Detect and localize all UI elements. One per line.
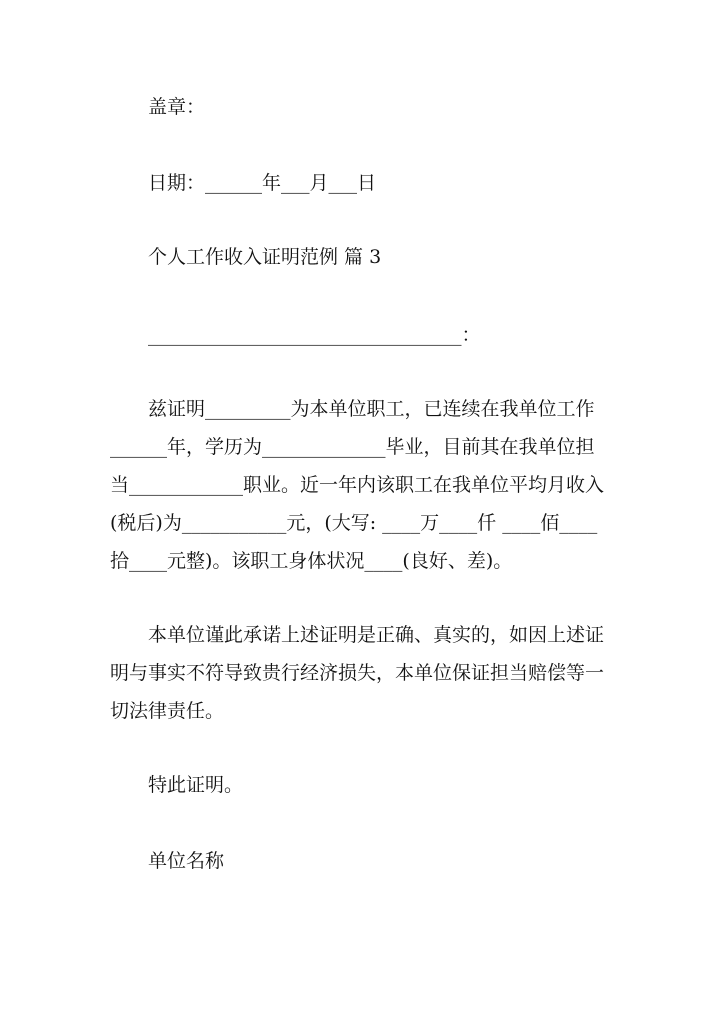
body-paragraph-2 [110, 616, 620, 730]
unit-name-label: 单位名称 [148, 850, 225, 872]
paragraph-1-line-2: ______年，学历为_____________毕业，目前其在我单位担 [110, 436, 595, 458]
paragraph-1-line-5: 拾____元整)。该职工身体状况____(良好、差)。 [110, 550, 513, 572]
section-title: 个人工作收入证明范例 篇 3 [148, 246, 382, 268]
stamp-label: 盖章： [148, 96, 206, 118]
date-line: 日期：______年___月___日 [148, 172, 377, 194]
paragraph-1-line-4: (税后)为___________元，(大写: ____万____仟 ____佰____ [110, 512, 598, 534]
paragraph-2-line-1: 本单位谨此承诺上述证明是正确、真实的，如因上述证 [148, 624, 605, 646]
paragraph-2-line-2: 明与事实不符导致贵行经济损失，本单位保证担当赔偿等一 [110, 662, 605, 684]
paragraph-2-line-3: 切法律责任。 [110, 700, 225, 722]
paragraph-1-line-3: 当____________职业。近一年内该职工在我单位平均月收入 [110, 474, 605, 496]
body-paragraph-1 [110, 390, 620, 580]
closing-text: 特此证明。 [148, 774, 244, 796]
paragraph-1-line-1: 兹证明_________为本单位职工，已连续在我单位工作 [148, 398, 595, 420]
addressee-line: _________________________________： [148, 324, 481, 346]
